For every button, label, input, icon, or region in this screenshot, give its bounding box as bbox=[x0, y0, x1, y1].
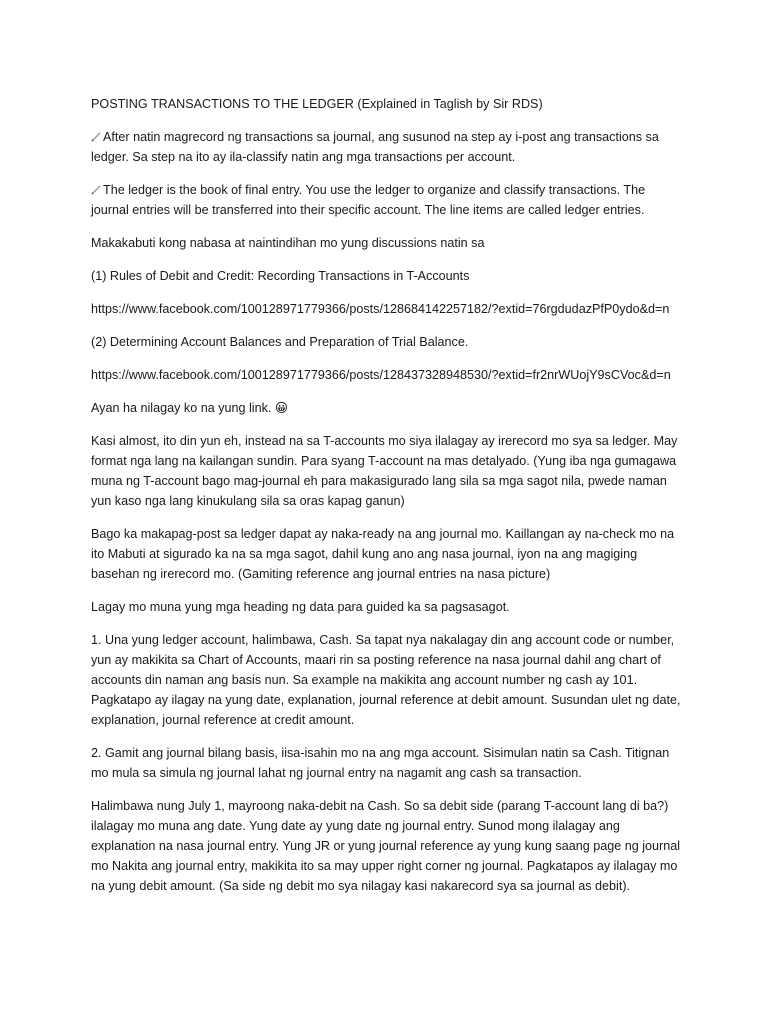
pencil-icon bbox=[91, 132, 101, 142]
document-body bbox=[91, 94, 681, 909]
paragraph-4: (1) Rules of Debit and Credit: Recording Transactions in T-Accounts bbox=[91, 269, 470, 283]
paragraph-13: 2. Gamit ang journal bilang basis, iisa-isahin mo na ang mga account. Sisimulan natin sa Cash. Titignan mo mula sa simula ng journal lahat ng journal entry na nagamit ang cash sa transaction. bbox=[91, 746, 670, 780]
paragraph-8: Ayan ha nilagay ko na yung link. 😀 bbox=[91, 401, 289, 415]
paragraph-11: Lagay mo muna yung mga heading ng data para guided ka sa pagsasagot. bbox=[91, 600, 510, 614]
paragraph-3: Makakabuti kong nabasa at naintindihan mo yung discussions natin sa bbox=[91, 236, 485, 250]
document-title: POSTING TRANSACTIONS TO THE LEDGER (Explained in Taglish by Sir RDS) bbox=[91, 97, 543, 111]
paragraph-6: (2) Determining Account Balances and Preparation of Trial Balance. bbox=[91, 335, 469, 349]
paragraph-10: Bago ka makapag-post sa ledger dapat ay naka-ready na ang journal mo. Kaillangan ay na-check mo na ito Mabuti at sigurado ka na sa mga sagot, dahil kung ano ang nasa journal, iyon na ang magiging basehan ng irerecord mo. (Gamiting reference ang journal entries na nasa picture) bbox=[91, 527, 675, 581]
paragraph-12: 1. Una yung ledger account, halimbawa, Cash. Sa tapat nya nakalagay din ang account code or number, yun ay makikita sa Chart of Accounts, maari rin sa posting reference na nasa journal dahil ang chart of accounts din naman ang basis nun. Sa example na makikita ang account number ng cash ay 101. Pagkatapo ay ilagay na yung date, explanation, journal reference at debit amount. Susundan ulet ng date, explanation, journal reference at credit amount. bbox=[91, 633, 681, 727]
link-1[interactable]: https://www.facebook.com/100128971779366/posts/128684142257182/?extid=76rgdudazPfP0ydo&d=n bbox=[91, 302, 670, 316]
paragraph-text: After natin magrecord ng transactions sa journal, ang susunod na step ay i-post ang transactions sa ledger. Sa step na ito ay ila-classify natin ang mga transactions per account. bbox=[91, 130, 659, 164]
pencil-icon bbox=[91, 185, 101, 195]
paragraph-2 bbox=[91, 180, 681, 220]
paragraph-text: The ledger is the book of final entry. You use the ledger to organize and classify transactions. The journal entries will be transferred into their specific account. The line items are called ledger entries. bbox=[91, 183, 646, 217]
paragraph-1 bbox=[91, 127, 681, 167]
paragraph-14: Halimbawa nung July 1, mayroong naka-debit na Cash. So sa debit side (parang T-account lang di ba?) ilalagay mo muna ang date. Yung date ay yung date ng journal entry. Sunod mong ilalagay ang explanation na nasa journal entry. Yung JR or yung journal reference ay yung kung saang page ng journal mo Nakita ang journal entry, makikita ito sa may upper right corner ng journal. Pagkatapos ay ilalagay mo na yung debit amount. (Sa side ng debit mo sya nilagay kasi nakarecord sya sa journal as debit). bbox=[91, 799, 681, 893]
link-2[interactable]: https://www.facebook.com/100128971779366/posts/128437328948530/?extid=fr2nrWUojY9sCVoc&d=n bbox=[91, 368, 671, 382]
paragraph-9: Kasi almost, ito din yun eh, instead na sa T-accounts mo siya ilalagay ay irerecord mo sya sa ledger. May format nga lang na kailangan sundin. Para syang T-account na mas detalyado. (Yung iba nga gumagawa muna ng T-account bago mag-journal eh para makasigurado lang sila sa mga sagot nila, pwede naman yun kaso nga lang kinukulang sila sa oras kapag ganun) bbox=[91, 434, 678, 508]
